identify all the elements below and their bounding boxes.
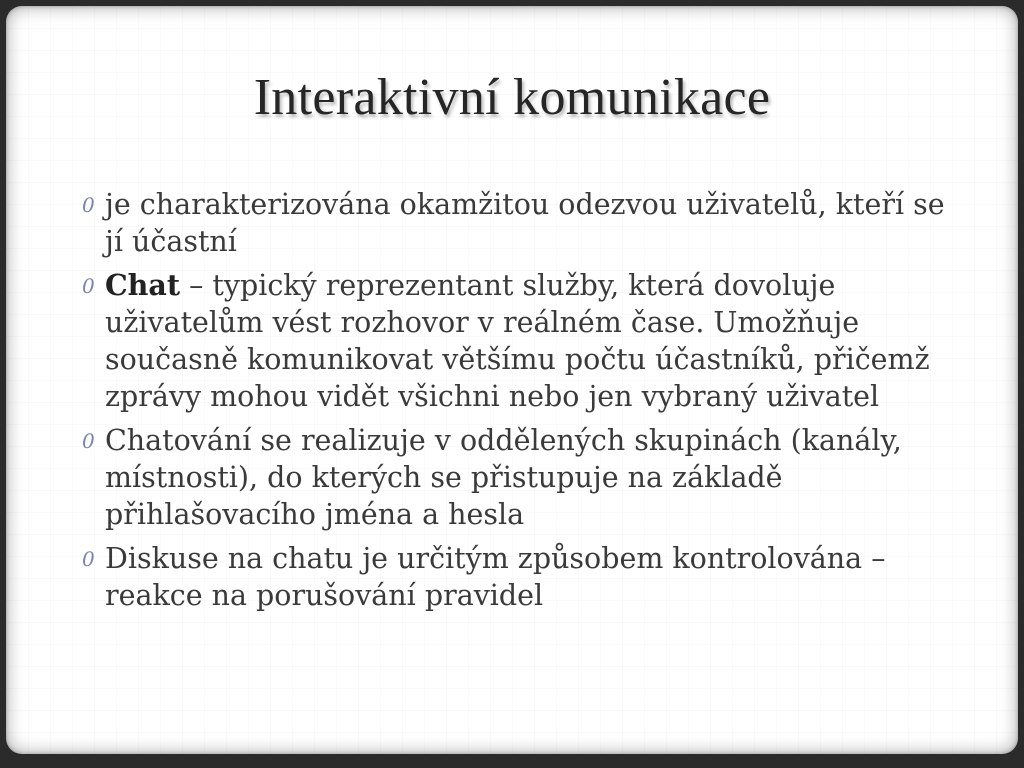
bullet-item [82,267,962,415]
bullet-text: je charakterizována okamžitou odezvou uživatelů, kteří se jí účastní [105,188,945,258]
bullet-list [82,186,962,614]
bullet-item [82,422,962,533]
slide-title: Interaktivní komunikace [253,69,771,126]
slide-content [82,186,962,621]
bullet-marker: 0 [82,429,95,453]
slide [6,6,1018,754]
bullet-bold-term: Chat [105,268,181,302]
bullet-text: Diskuse na chatu je určitým způsobem kontrolována – reakce na porušování pravidel [105,542,886,612]
bullet-marker: 0 [82,274,95,298]
bullet-marker: 0 [82,547,95,571]
bullet-item [82,540,962,614]
bullet-marker: 0 [82,193,95,217]
bullet-text: – typický reprezentant služby, která dovoluje uživatelům vést rozhovor v reálném čase. Umožňuje současně komunikovat většímu počtu účastníků, přičemž zprávy mohou vidět všichni nebo jen vybraný uživatel [105,269,930,413]
bullet-item [82,186,962,260]
bullet-text: Chatování se realizuje v oddělených skupinách (kanály, místnosti), do kterých se přistupuje na základě přihlašovacího jména a hesla [105,424,902,531]
